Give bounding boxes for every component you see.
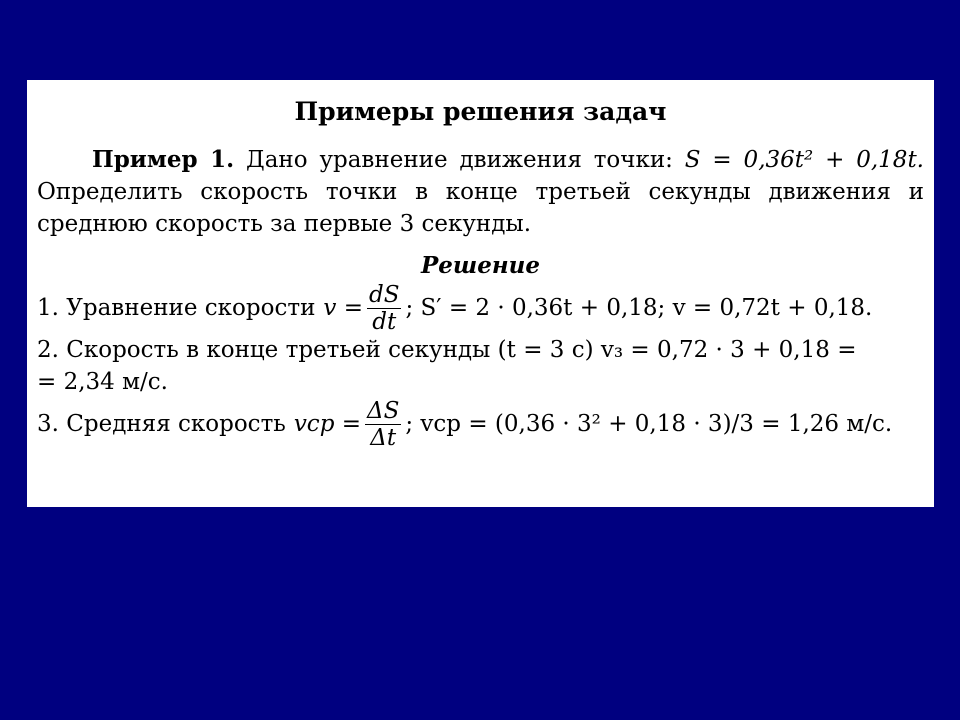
- step-3-lhs: vср =: [293, 411, 361, 437]
- step-3-numerator: ΔS: [367, 397, 400, 424]
- step-3-rest: ; vср = (0,36 · 3² + 0,18 · 3)/3 = 1,26 м/с.: [405, 411, 893, 437]
- step-1-prefix: 1. Уравнение скорости: [37, 295, 316, 321]
- step-1-rest: ; S′ = 2 · 0,36t + 0,18; v = 0,72t + 0,18.: [405, 295, 873, 321]
- slide-title: Примеры решения задач: [294, 97, 667, 126]
- solution-step-2-line-2: = 2,34 м/с.: [37, 369, 168, 395]
- motion-equation: S = 0,36t² + 0,18t.: [684, 147, 924, 173]
- step-1-numerator: dS: [368, 281, 400, 308]
- solution-step-1: [37, 282, 924, 334]
- solution-step-3: [37, 398, 924, 450]
- step-1-lhs: v =: [323, 295, 363, 321]
- step-3-fraction: [365, 398, 401, 451]
- step-1-denominator: dt: [372, 308, 397, 335]
- problem-statement: [37, 144, 924, 240]
- problem-lead: Пример 1.: [92, 146, 235, 173]
- solution-step-2-line-1: 2. Скорость в конце третьей секунды (t = 3 c) v₃ = 0,72 · 3 + 0,18 =: [37, 337, 857, 363]
- problem-text-end: Определить скорость точки в конце третьей секунды движения и среднюю скорость за первые 3 секунды.: [37, 179, 924, 237]
- solution-heading: Решение: [420, 252, 541, 279]
- step-1-fraction: [367, 282, 401, 335]
- slide-content-panel: [27, 80, 934, 507]
- problem-text-start: Дано уравнение движения точки:: [234, 147, 685, 173]
- step-3-prefix: 3. Средняя скорость: [37, 411, 286, 437]
- step-3-denominator: Δt: [370, 424, 397, 451]
